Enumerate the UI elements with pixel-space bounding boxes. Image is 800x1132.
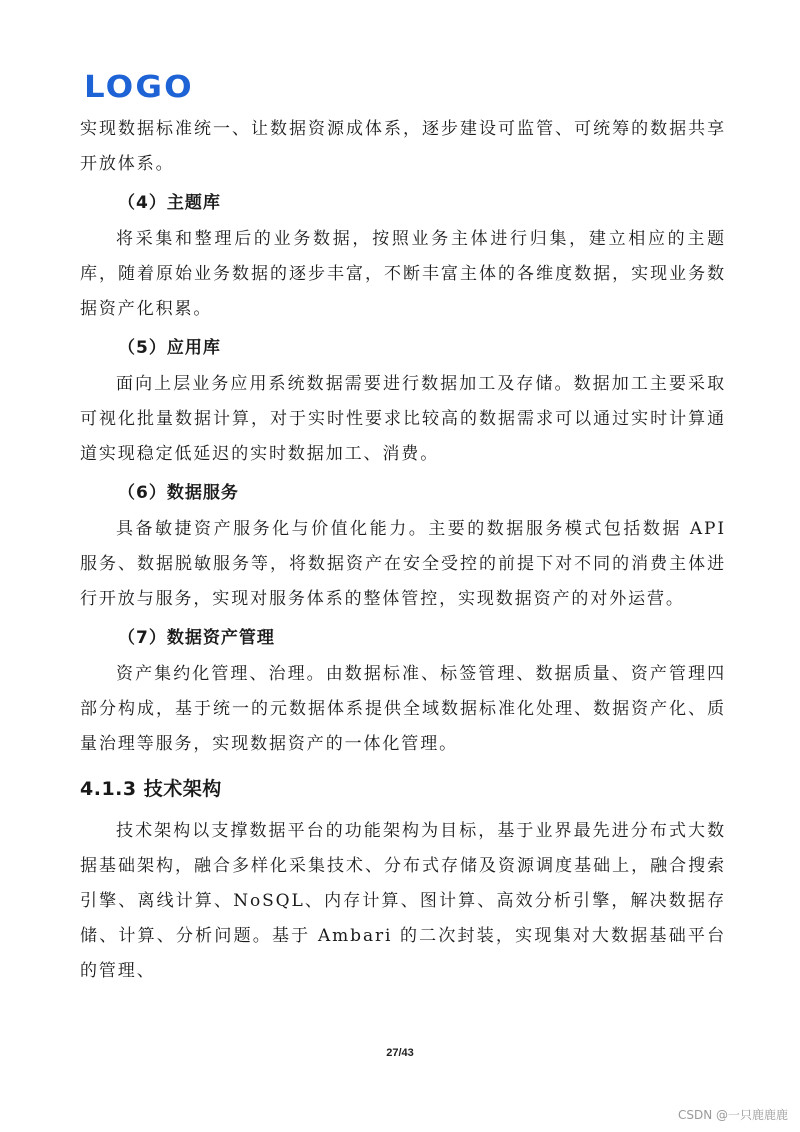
paragraph: 技术架构以支撑数据平台的功能架构为目标，基于业界最先进分布式大数据基础架构，融合多样化采集技术、分布式存储及资源调度基础上，融合搜索引擎、离线计算、NoSQL、内存计算、图计算、高效分析引擎，解决数据存储、计算、分析问题。基于 Ambari 的二次封装，实现集对大数据基础平台的管理、 — [80, 821, 726, 981]
page-number: 27/43 — [386, 1047, 414, 1059]
logo: LOGO — [84, 70, 194, 105]
paragraph: 实现数据标准统一、让数据资源成体系，逐步建设可监管、可统筹的数据共享开放体系。 — [80, 119, 726, 174]
watermark: CSDN @一只鹿鹿鹿 — [677, 1108, 788, 1122]
subheading-data-service: （6）数据服务 — [118, 483, 239, 503]
document-body — [80, 112, 726, 989]
paragraph: 资产集约化管理、治理。由数据标准、标签管理、数据质量、资产管理四部分构成，基于统一的元数据体系提供全域数据标准化处理、数据资产化、质量治理等服务，实现数据资产的一体化管理。 — [80, 664, 726, 754]
paragraph: 具备敏捷资产服务化与价值化能力。主要的数据服务模式包括数据 API 服务、数据脱敏服务等，将数据资产在安全受控的前提下对不同的消费主体进行开放与服务，实现对服务体系的整体管控，实现数据资产的对外运营。 — [80, 519, 726, 609]
paragraph: 将采集和整理后的业务数据，按照业务主体进行归集，建立相应的主题库，随着原始业务数据的逐步丰富，不断丰富主体的各维度数据，实现业务数据资产化积累。 — [80, 229, 726, 319]
section-heading-technical-architecture: 4.1.3 技术架构 — [80, 778, 222, 800]
subheading-theme-library: （4）主题库 — [118, 193, 221, 213]
subheading-application-library: （5）应用库 — [118, 338, 221, 358]
paragraph: 面向上层业务应用系统数据需要进行数据加工及存储。数据加工主要采取可视化批量数据计算，对于实时性要求比较高的数据需求可以通过实时计算通道实现稳定低延迟的实时数据加工、消费。 — [80, 374, 726, 464]
subheading-data-asset-management: （7）数据资产管理 — [118, 628, 275, 648]
